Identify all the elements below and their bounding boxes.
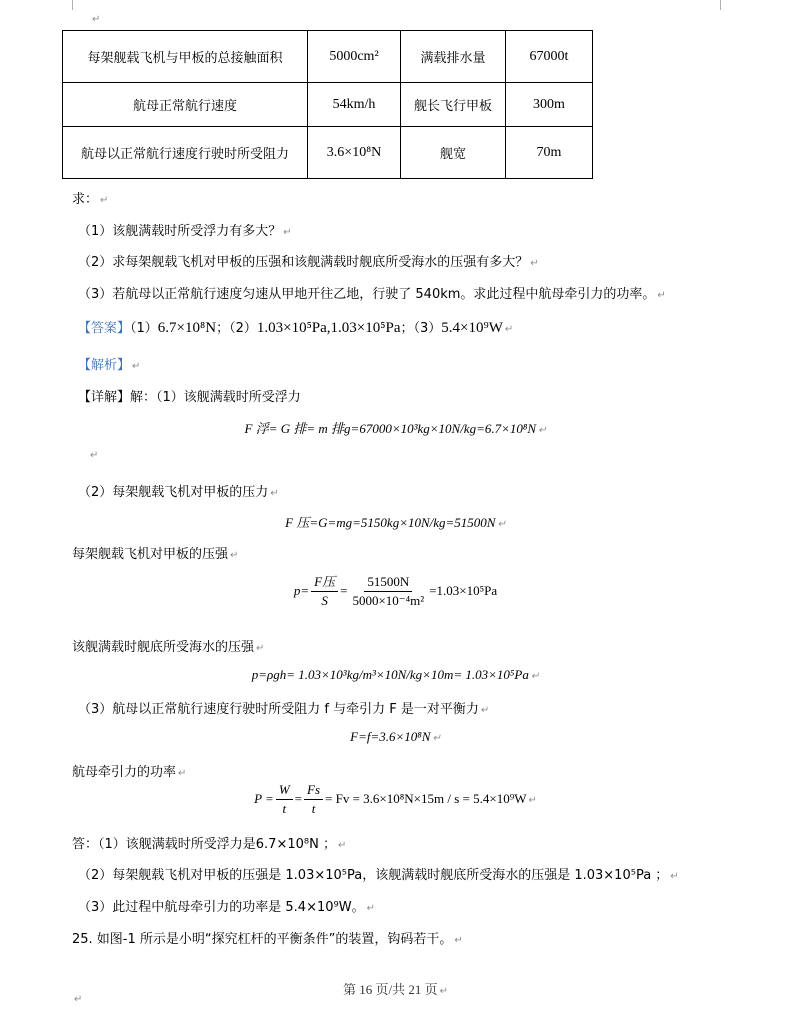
page-footer: 第 16 页/共 21 页 ↵: [342, 982, 448, 997]
step3-intro: （3）航母以正常航行速度行驶时所受阻力 f 与牵引力 F 是一对平衡力 ↵: [78, 702, 490, 717]
table-row: [63, 31, 593, 83]
question-2: （2）求每架舰载飞机对甲板的压强和该舰满载时舰底所受海水的压强有多大？ ↵: [78, 255, 539, 270]
question-1: （1）该舰满载时所受浮力有多大？ ↵: [78, 224, 292, 239]
table-cell: 70m: [506, 127, 593, 179]
conclusion-1: 答：（1）该舰满载时所受浮力是6.7×10⁸N ； ↵: [72, 837, 347, 852]
table-cell: 航母以正常航行速度行驶时所受阻力: [63, 127, 308, 179]
question-intro: 求： ↵: [72, 192, 109, 207]
table-cell: 舰宽: [401, 127, 506, 179]
next-question: 25. 如图-1 所示是小明“探究杠杆的平衡条件”的装置，钩码若干。 ↵: [72, 932, 463, 947]
question-3: （3）若航母以正常航行速度匀速从甲地开往乙地，行驶了 540km。求此过程中航母牵引力的功率。 ↵: [78, 287, 666, 302]
table-cell: 满载排水量: [401, 31, 506, 83]
paragraph-mark: ↵: [90, 450, 99, 461]
sea-pressure-intro: 该舰满载时舰底所受海水的压强 ↵: [72, 640, 265, 655]
table-cell: 舰长飞行甲板: [401, 83, 506, 127]
table-row: [63, 127, 593, 179]
table-row: [63, 83, 593, 127]
table-cell: 67000t: [506, 31, 593, 83]
crop-mark-top-right: [720, 0, 721, 10]
answer-label: 【答案】: [78, 321, 131, 336]
sea-pressure-equation: p=ρgh= 1.03×10³kg/m³×10N/kg×10m= 1.03×10⁵Pa ↵: [251, 667, 540, 682]
specs-table: [62, 30, 593, 179]
answer-line: 【答案】（1）6.7×10⁸N；（2）1.03×10⁵Pa,1.03×10⁵Pa；（3）5.4×10⁹W ↵: [78, 320, 514, 336]
detail-label: 【详解】: [78, 390, 131, 405]
table-cell: 每架舰载飞机与甲板的总接触面积: [63, 31, 308, 83]
table-cell: 300m: [506, 83, 593, 127]
table-cell: 3.6×10⁸N: [308, 127, 401, 179]
deck-pressure-intro: 每架舰载飞机对甲板的压强 ↵: [72, 547, 239, 562]
analysis-label: 【解析】 ↵: [78, 358, 141, 373]
detail-line: 【详解】解：（1）该舰满载时所受浮力: [78, 390, 301, 405]
crop-mark-top-left: [72, 0, 73, 10]
buoyancy-equation: F 浮= G 排= m 排g=67000×10³kg×10N/kg=6.7×10⁸N ↵: [244, 421, 547, 436]
power-equation: P = $\frac{W}{t}$ = $\frac{Fs}{t}$ = Fv = 3.6×10⁸N×15m / s = 5.4×10⁹W ↵: [254, 782, 537, 816]
conclusion-3: （3）此过程中航母牵引力的功率是 5.4×10⁹W。 ↵: [78, 900, 375, 915]
pressure-force-equation: F 压=G=mg=5150kg×10N/kg=51500N ↵: [285, 515, 506, 530]
deck-pressure-equation: p= $\frac{\text{F压}}{S}$ = $\frac{51500N}{\text{5000×10⁻⁴m²}}$ =1.03×10⁵Pa: [293, 574, 498, 608]
table-cell: 54km/h: [308, 83, 401, 127]
paragraph-mark: ↵: [92, 14, 101, 25]
step2-intro: （2）每架舰载飞机对甲板的压力 ↵: [78, 485, 279, 500]
table-cell: 航母正常航行速度: [63, 83, 308, 127]
paragraph-mark: ↵: [74, 994, 83, 1005]
power-intro: 航母牵引力的功率 ↵: [72, 765, 187, 780]
table-cell: 5000cm²: [308, 31, 401, 83]
conclusion-2: （2）每架舰载飞机对甲板的压强是 1.03×10⁵Pa，该舰满载时舰底所受海水的压强是 1.03×10⁵Pa ； ↵: [78, 868, 679, 883]
balance-equation: F=f=3.6×10⁸N ↵: [350, 729, 441, 744]
